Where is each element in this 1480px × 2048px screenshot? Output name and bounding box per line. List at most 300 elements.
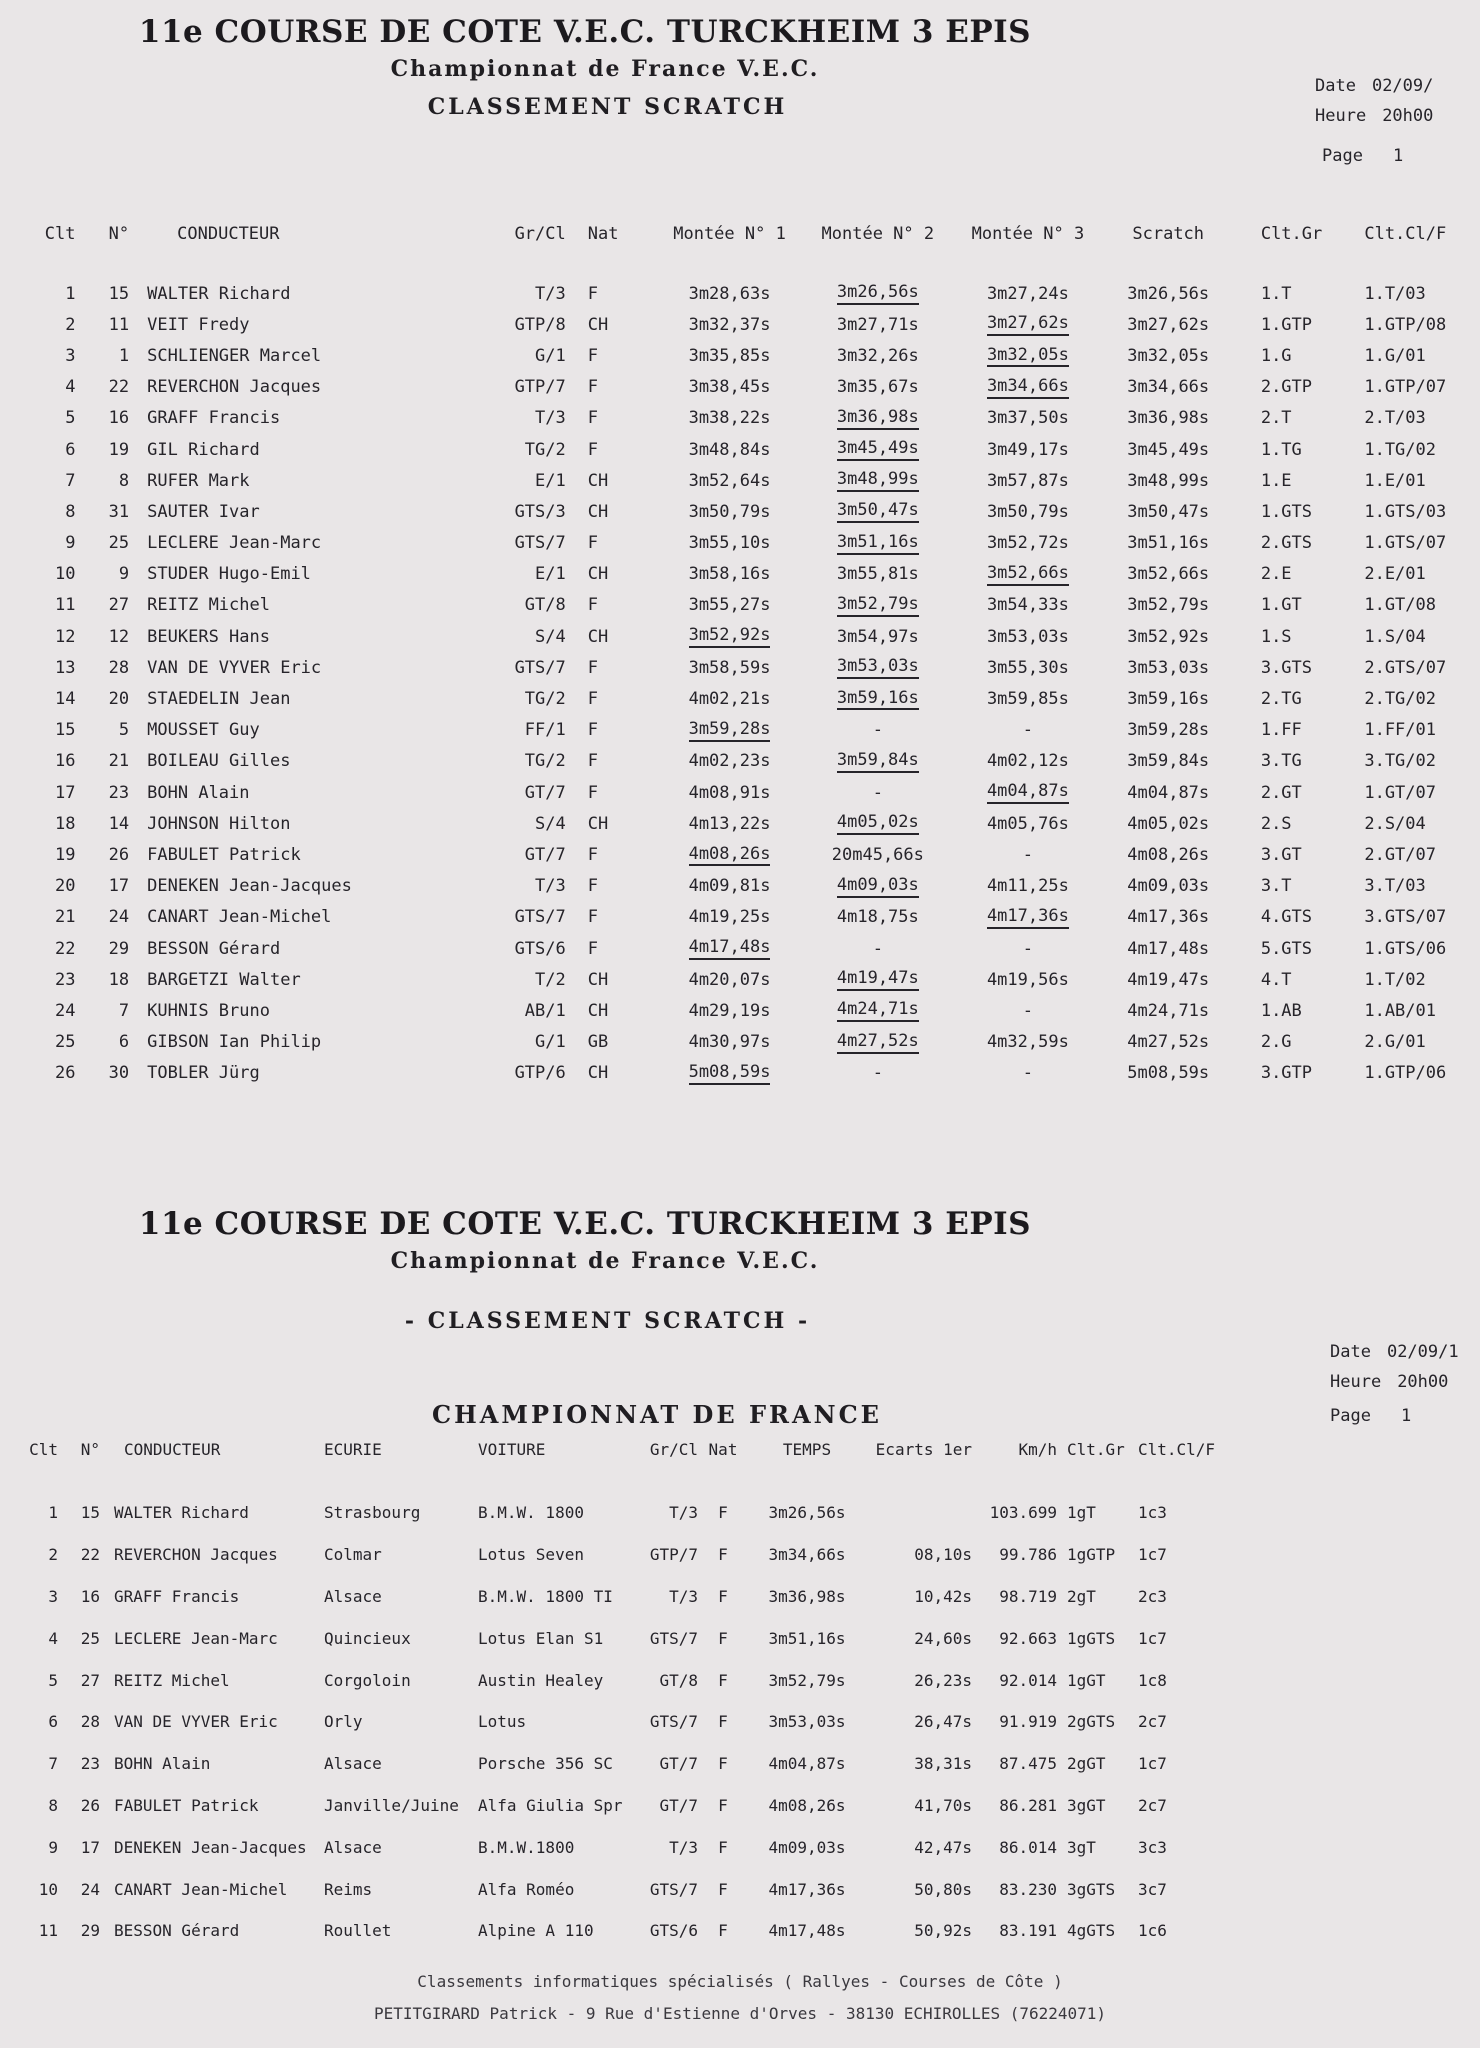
table-cell: 3m32,05s <box>1127 345 1210 366</box>
table-cell: 3m50,47s <box>1127 501 1210 522</box>
table-cell: 22 <box>80 1545 100 1565</box>
column-header: Montée N° 2 <box>821 224 935 244</box>
table-row <box>26 1027 1480 1058</box>
table-cell: 6 <box>48 1712 58 1732</box>
table-cell: 08,10s <box>914 1545 972 1565</box>
best-time-underlined: 3m36,98s <box>837 409 919 430</box>
table-cell: 3m50,79s <box>986 501 1069 522</box>
table-cell: 3m28,63s <box>688 283 771 304</box>
best-time-underlined: 3m48,99s <box>837 471 919 492</box>
table-cell: 3m54,33s <box>986 595 1069 616</box>
heure-line <box>1315 106 1433 126</box>
table-cell: GIL Richard <box>147 439 260 460</box>
table-cell: 3 <box>48 1586 58 1606</box>
column-header: Clt.Gr <box>1260 224 1323 244</box>
table-cell: 1.AB <box>1260 1000 1302 1021</box>
table-cell: 1c7 <box>1138 1628 1167 1648</box>
table-cell: Austin Healey <box>478 1670 604 1690</box>
table-cell: 28 <box>80 1712 100 1732</box>
table-row <box>16 1826 1215 1868</box>
table-cell: 99.786 <box>999 1545 1057 1565</box>
table-cell: GT/8 <box>659 1670 698 1690</box>
table-cell: REVERCHON Jacques <box>147 377 322 398</box>
table-cell: Alfa Roméo <box>478 1879 575 1899</box>
table-cell: F <box>718 1670 728 1690</box>
table-cell: TG/2 <box>524 439 566 460</box>
table-cell: F <box>718 1586 728 1606</box>
table-cell: GTS/7 <box>514 533 566 554</box>
table-cell: 7 <box>118 1000 130 1021</box>
best-time-underlined: 3m26,56s <box>837 284 919 305</box>
table-cell: 3gGT <box>1067 1795 1106 1815</box>
table-cell: S/4 <box>535 626 566 647</box>
table-cell: 8 <box>48 1795 58 1815</box>
table-cell: 1gT <box>1067 1503 1096 1523</box>
table-cell: 3m55,81s <box>836 564 919 585</box>
table-cell: 5 <box>118 720 130 741</box>
table-cell: 18 <box>55 813 76 834</box>
table-cell: 19 <box>108 439 130 460</box>
table-cell: F <box>587 657 598 678</box>
table-cell: 9 <box>65 533 76 554</box>
table-cell: 3m26,56s <box>1127 283 1210 304</box>
table-cell <box>801 278 954 309</box>
table-row <box>26 995 1480 1026</box>
table-cell: 3m53,03s <box>1127 657 1210 678</box>
column-header: Ecarts 1er <box>875 1440 972 1459</box>
table-cell: 3m27,71s <box>836 314 919 335</box>
table-cell: GRAFF Francis <box>147 408 281 429</box>
table-cell: 5.GTS <box>1260 938 1313 959</box>
table-cell: CH <box>587 470 609 491</box>
table-cell: 98.719 <box>999 1586 1057 1606</box>
table-cell: 2.GT/07 <box>1364 844 1436 865</box>
table-cell: Alsace <box>324 1754 382 1774</box>
table-cell: 1c3 <box>1138 1503 1167 1523</box>
table-cell: 22 <box>108 377 130 398</box>
table-header-row <box>26 224 1480 278</box>
table-cell: 92.663 <box>999 1628 1057 1648</box>
table-cell: 91.919 <box>999 1712 1057 1732</box>
table-cell: GT/8 <box>524 595 566 616</box>
table-cell: 3m53,03s <box>768 1712 846 1732</box>
table-cell <box>954 902 1101 933</box>
table-cell: SCHLIENGER Marcel <box>147 345 322 366</box>
table-row <box>16 1534 1215 1576</box>
table-cell: 4m29,19s <box>688 1000 771 1021</box>
table-cell: TG/2 <box>524 751 566 772</box>
table-cell: 3.GTS <box>1260 657 1313 678</box>
table-row <box>26 808 1480 839</box>
best-time-underlined: 3m59,28s <box>689 721 771 742</box>
table-cell: VAN DE VYVER Eric <box>114 1712 278 1732</box>
table-cell <box>954 340 1101 371</box>
table-cell: FABULET Patrick <box>147 844 301 865</box>
heure-value-2: 20h00 <box>1397 1372 1449 1392</box>
table-cell: BEUKERS Hans <box>147 626 270 647</box>
table-cell: 20 <box>55 876 76 897</box>
table-cell: - <box>1022 1000 1034 1021</box>
table-cell: 20m45,66s <box>831 844 924 865</box>
table-cell: GTS/7 <box>649 1712 698 1732</box>
table-cell: VEIT Fredy <box>147 314 250 335</box>
table-cell: 1.GTS/06 <box>1364 938 1447 959</box>
footer-line-1: Classements informatiques spécialisés ( Rallyes - Courses de Côte ) <box>417 1972 1063 1991</box>
table-row <box>26 715 1480 746</box>
table-cell: Alsace <box>324 1586 382 1606</box>
table-cell: 4m17,48s <box>1127 938 1210 959</box>
table-cell: 42,47s <box>914 1837 972 1857</box>
table-row <box>26 871 1480 902</box>
heure-label-2: Heure <box>1330 1372 1382 1392</box>
date-label: Date <box>1315 76 1356 96</box>
best-time-underlined: 3m52,79s <box>837 596 919 617</box>
table-cell: 3m54,97s <box>836 626 919 647</box>
table-cell: T/3 <box>535 283 566 304</box>
table-cell: 3m38,45s <box>688 377 771 398</box>
classement-heading-2: - CLASSEMENT SCRATCH - <box>404 1308 811 1334</box>
table-cell: 1gGTP <box>1067 1545 1116 1565</box>
table-cell: 12 <box>108 626 130 647</box>
table-cell: STAEDELIN Jean <box>147 689 291 710</box>
column-header: Scratch <box>1132 224 1205 244</box>
table-cell: - <box>1022 844 1034 865</box>
table-cell: 83.230 <box>999 1879 1057 1899</box>
best-time-underlined: 3m52,66s <box>987 565 1069 586</box>
table-row <box>16 1868 1215 1910</box>
table-cell: 2.S/04 <box>1364 813 1426 834</box>
table-cell: 3m59,16s <box>1127 689 1210 710</box>
table-cell: 3m37,50s <box>986 408 1069 429</box>
table-cell: KUHNIS Bruno <box>147 1000 270 1021</box>
table-row <box>26 590 1480 621</box>
table-cell: 10,42s <box>914 1586 972 1606</box>
table-cell: 2.TG/02 <box>1364 689 1436 710</box>
table-cell: 11 <box>38 1921 58 1941</box>
table-cell: 3m50,79s <box>688 501 771 522</box>
table-row <box>16 1910 1215 1952</box>
table-row <box>26 309 1480 340</box>
table-cell: GTS/7 <box>649 1879 698 1899</box>
table-cell: 3m57,87s <box>986 470 1069 491</box>
table-cell: 8 <box>118 470 130 491</box>
table-cell: GTP/8 <box>514 314 566 335</box>
table-cell: 16 <box>80 1586 100 1606</box>
table-row <box>16 1659 1215 1701</box>
table-cell: 23 <box>80 1754 100 1774</box>
table-cell: 9 <box>48 1837 58 1857</box>
table-cell: 2c3 <box>1138 1586 1167 1606</box>
table-cell: F <box>587 782 598 803</box>
table-cell: 1.GT <box>1260 595 1302 616</box>
table-cell: TOBLER Jürg <box>147 1063 260 1084</box>
table-cell: 4m09,03s <box>1127 876 1210 897</box>
table-row <box>26 839 1480 870</box>
table-cell: G/1 <box>535 345 566 366</box>
table-cell: F <box>587 439 598 460</box>
table-cell: 19 <box>55 844 76 865</box>
table-cell: 3m48,99s <box>1127 470 1210 491</box>
table-cell: 4m19,47s <box>1127 969 1210 990</box>
table-cell: Porsche 356 SC <box>478 1754 613 1774</box>
table-cell: 24 <box>80 1879 100 1899</box>
table-cell: 2.GTP <box>1260 377 1313 398</box>
table-cell: 4m08,91s <box>688 782 771 803</box>
table-cell: CH <box>587 1063 609 1084</box>
table-cell: 86.014 <box>999 1837 1057 1857</box>
date-value-2: 02/09/1 <box>1386 1342 1459 1362</box>
table-cell: 10 <box>38 1879 58 1899</box>
table-cell: 5 <box>48 1670 58 1690</box>
table-cell: T/3 <box>669 1503 698 1523</box>
championnat-de-france-table <box>16 1440 1215 1952</box>
table-cell <box>658 1058 802 1089</box>
table-cell: Quincieux <box>324 1628 411 1648</box>
table-cell: GIBSON Ian Philip <box>147 1032 322 1053</box>
table-cell: CH <box>587 564 609 585</box>
table-cell: 17 <box>55 782 76 803</box>
table-cell: WALTER Richard <box>147 283 291 304</box>
table-cell: SAUTER Ivar <box>147 501 260 522</box>
table-cell: 3.GTS/07 <box>1364 907 1447 928</box>
table-cell: 3m36,98s <box>1127 408 1210 429</box>
page-label-2: Page <box>1330 1406 1371 1426</box>
table-cell: 4m11,25s <box>986 876 1069 897</box>
table-cell: BOILEAU Gilles <box>147 751 291 772</box>
table-cell: 4m05,02s <box>1127 813 1210 834</box>
table-cell: 1.GTS <box>1260 501 1313 522</box>
table-cell: 1.GT/08 <box>1364 595 1436 616</box>
table-cell: 1c7 <box>1138 1545 1167 1565</box>
table-cell: 3m26,56s <box>768 1503 846 1523</box>
table-cell: 3m51,16s <box>1127 533 1210 554</box>
table-cell: WALTER Richard <box>114 1503 249 1523</box>
table-cell: CH <box>587 969 609 990</box>
heure-label: Heure <box>1315 106 1367 126</box>
table-cell: 14 <box>108 813 130 834</box>
table-row <box>26 683 1480 714</box>
best-time-underlined: 3m34,66s <box>987 378 1069 399</box>
table-cell: 1.FF/01 <box>1364 720 1436 741</box>
table-cell: 6 <box>118 1032 130 1053</box>
table-cell: 31 <box>108 501 130 522</box>
table-cell: 3.TG/02 <box>1364 751 1436 772</box>
date-line-2 <box>1330 1342 1459 1362</box>
best-time-underlined: 3m53,03s <box>837 658 919 679</box>
footer-line-2: PETITGIRARD Patrick - 9 Rue d'Estienne d'Orves - 38130 ECHIROLLES (76224071) <box>373 2004 1107 2023</box>
table-cell: 4m02,23s <box>688 751 771 772</box>
best-time-underlined: 4m17,36s <box>987 908 1069 929</box>
table-cell: T/3 <box>535 408 566 429</box>
table-cell: 3 <box>65 345 76 366</box>
table-cell: 1.GT/07 <box>1364 782 1436 803</box>
table-cell <box>801 871 954 902</box>
table-cell: 14 <box>55 689 76 710</box>
heure-line-2 <box>1330 1372 1448 1392</box>
table-row <box>16 1701 1215 1743</box>
best-time-underlined: 3m27,62s <box>987 315 1069 336</box>
table-cell: F <box>587 938 598 959</box>
page-number-line <box>1322 146 1403 166</box>
best-time-underlined: 4m17,48s <box>689 939 771 960</box>
table-row <box>26 746 1480 777</box>
table-row <box>16 1743 1215 1785</box>
table-row <box>26 465 1480 496</box>
column-header: Clt.Cl/F <box>1138 1440 1216 1459</box>
table-cell <box>801 1027 954 1058</box>
table-cell: 29 <box>108 938 130 959</box>
table-cell: 26 <box>80 1795 100 1815</box>
table-cell: 3m52,64s <box>688 470 771 491</box>
table-cell: S/4 <box>535 813 566 834</box>
column-header: Clt <box>44 224 76 244</box>
table-cell: 1.GTP <box>1260 314 1313 335</box>
table-cell: 5 <box>65 408 76 429</box>
table-cell: 12 <box>55 626 76 647</box>
table-cell: 4m19,25s <box>688 907 771 928</box>
table-cell: 3m52,92s <box>1127 626 1210 647</box>
table-cell: 10 <box>55 564 76 585</box>
page-title: 11e COURSE DE COTE V.E.C. TURCKHEIM 3 EPIS <box>138 14 1032 50</box>
best-time-underlined: 3m32,05s <box>987 347 1069 368</box>
table-cell: F <box>587 689 598 710</box>
table-cell: 1.G/01 <box>1364 345 1426 366</box>
table-cell: 11 <box>55 595 76 616</box>
table-cell: F <box>587 720 598 741</box>
table-cell: 1.TG <box>1260 439 1302 460</box>
column-header: Gr/Cl <box>514 224 566 244</box>
table-cell: 3m55,10s <box>688 533 771 554</box>
table-cell: 17 <box>80 1837 100 1857</box>
table-cell: - <box>872 1063 883 1084</box>
table-cell <box>658 621 802 652</box>
table-cell: 4m04,87s <box>768 1754 846 1774</box>
table-cell: 1c8 <box>1138 1670 1167 1690</box>
table-row <box>26 340 1480 371</box>
table-cell: GTS/6 <box>514 938 566 959</box>
table-cell: 3m58,59s <box>688 657 771 678</box>
table-cell: 92.014 <box>999 1670 1057 1690</box>
table-cell: 30 <box>108 1063 130 1084</box>
table-cell <box>954 559 1101 590</box>
table-cell: CH <box>587 314 609 335</box>
table-cell: - <box>1022 938 1034 959</box>
table-cell <box>801 964 954 995</box>
table-cell <box>801 995 954 1026</box>
column-header: N° <box>80 1440 100 1459</box>
table-cell: F <box>587 533 598 554</box>
table-cell: 11 <box>108 314 130 335</box>
table-cell: 2gGT <box>1067 1754 1106 1774</box>
heure-value: 20h00 <box>1382 106 1434 126</box>
table-cell <box>801 528 954 559</box>
date-label-2: Date <box>1330 1342 1371 1362</box>
table-cell: 3m58,16s <box>688 564 771 585</box>
table-cell: T/3 <box>669 1837 698 1857</box>
table-cell: 3m49,17s <box>986 439 1069 460</box>
best-time-underlined: 4m05,02s <box>837 814 919 835</box>
table-cell: 4 <box>48 1628 58 1648</box>
table-cell: 2.GT <box>1260 782 1302 803</box>
table-cell: BARGETZI Walter <box>147 969 301 990</box>
table-cell: 4m08,26s <box>768 1795 846 1815</box>
table-cell: 4gGTS <box>1067 1921 1116 1941</box>
best-time-underlined: 4m27,52s <box>837 1033 919 1054</box>
table-cell: T/2 <box>535 969 566 990</box>
table-cell: AB/1 <box>524 1000 566 1021</box>
table-cell: 2.T/03 <box>1364 408 1426 429</box>
table-cell: F <box>587 907 598 928</box>
table-cell: 28 <box>108 657 130 678</box>
table-cell: 3gT <box>1067 1837 1096 1857</box>
table-cell: 1.T/02 <box>1364 969 1426 990</box>
column-header: Montée N° 3 <box>971 224 1085 244</box>
column-header: Km/h <box>1018 1440 1057 1459</box>
table-cell <box>801 808 954 839</box>
table-cell: 1.S/04 <box>1364 626 1426 647</box>
column-header: N° <box>108 224 130 244</box>
table-cell: 1gGT <box>1067 1670 1106 1690</box>
table-cell: 26,47s <box>914 1712 972 1732</box>
column-header: Clt.Cl/F <box>1364 224 1447 244</box>
table-cell: 3m52,72s <box>986 533 1069 554</box>
table-cell: 3gGTS <box>1067 1879 1116 1899</box>
table-cell: 41,70s <box>914 1795 972 1815</box>
classement-scratch-table <box>26 224 1480 1089</box>
table-cell: 2gGTS <box>1067 1712 1116 1732</box>
table-cell: 2.G/01 <box>1364 1032 1426 1053</box>
table-cell: 4m18,75s <box>836 907 919 928</box>
table-cell <box>801 434 954 465</box>
table-cell: F <box>718 1628 728 1648</box>
table-cell: 4.GTS <box>1260 907 1313 928</box>
table-cell: 4m09,03s <box>768 1837 846 1857</box>
table-cell: 22 <box>55 938 76 959</box>
championship-heading: CHAMPIONNAT DE FRANCE <box>432 1400 882 1429</box>
table-cell: F <box>718 1921 728 1941</box>
table-row <box>16 1617 1215 1659</box>
table-cell: 25 <box>55 1032 76 1053</box>
table-cell <box>801 683 954 714</box>
table-cell: 20 <box>108 689 130 710</box>
table-cell: 2.S <box>1260 813 1292 834</box>
table-cell: 24 <box>108 907 130 928</box>
table-cell: T/3 <box>535 876 566 897</box>
table-cell: DENEKEN Jean-Jacques <box>147 876 352 897</box>
table-cell: F <box>587 751 598 772</box>
table-cell: CH <box>587 813 609 834</box>
table-cell <box>658 933 802 964</box>
table-cell: GTS/6 <box>649 1921 698 1941</box>
table-cell: REITZ Michel <box>147 595 270 616</box>
page-title-2: 11e COURSE DE COTE V.E.C. TURCKHEIM 3 EPIS <box>138 1206 1032 1242</box>
best-time-underlined: 3m59,84s <box>837 752 919 773</box>
column-header: Clt.Gr <box>1067 1440 1125 1459</box>
table-cell: 1.TG/02 <box>1364 439 1436 460</box>
table-cell: 3m27,62s <box>1127 314 1210 335</box>
table-cell: 2c7 <box>1138 1712 1167 1732</box>
table-cell: 4m17,48s <box>768 1921 846 1941</box>
table-cell: CH <box>587 501 609 522</box>
table-cell: 4m20,07s <box>688 969 771 990</box>
table-cell: 1.GTP/08 <box>1364 314 1447 335</box>
table-cell: 1.T/03 <box>1364 283 1426 304</box>
table-cell: 26 <box>55 1063 76 1084</box>
table-cell: 86.281 <box>999 1795 1057 1815</box>
table-row <box>26 902 1480 933</box>
table-cell: 13 <box>55 657 76 678</box>
table-cell: 3m55,30s <box>986 657 1069 678</box>
